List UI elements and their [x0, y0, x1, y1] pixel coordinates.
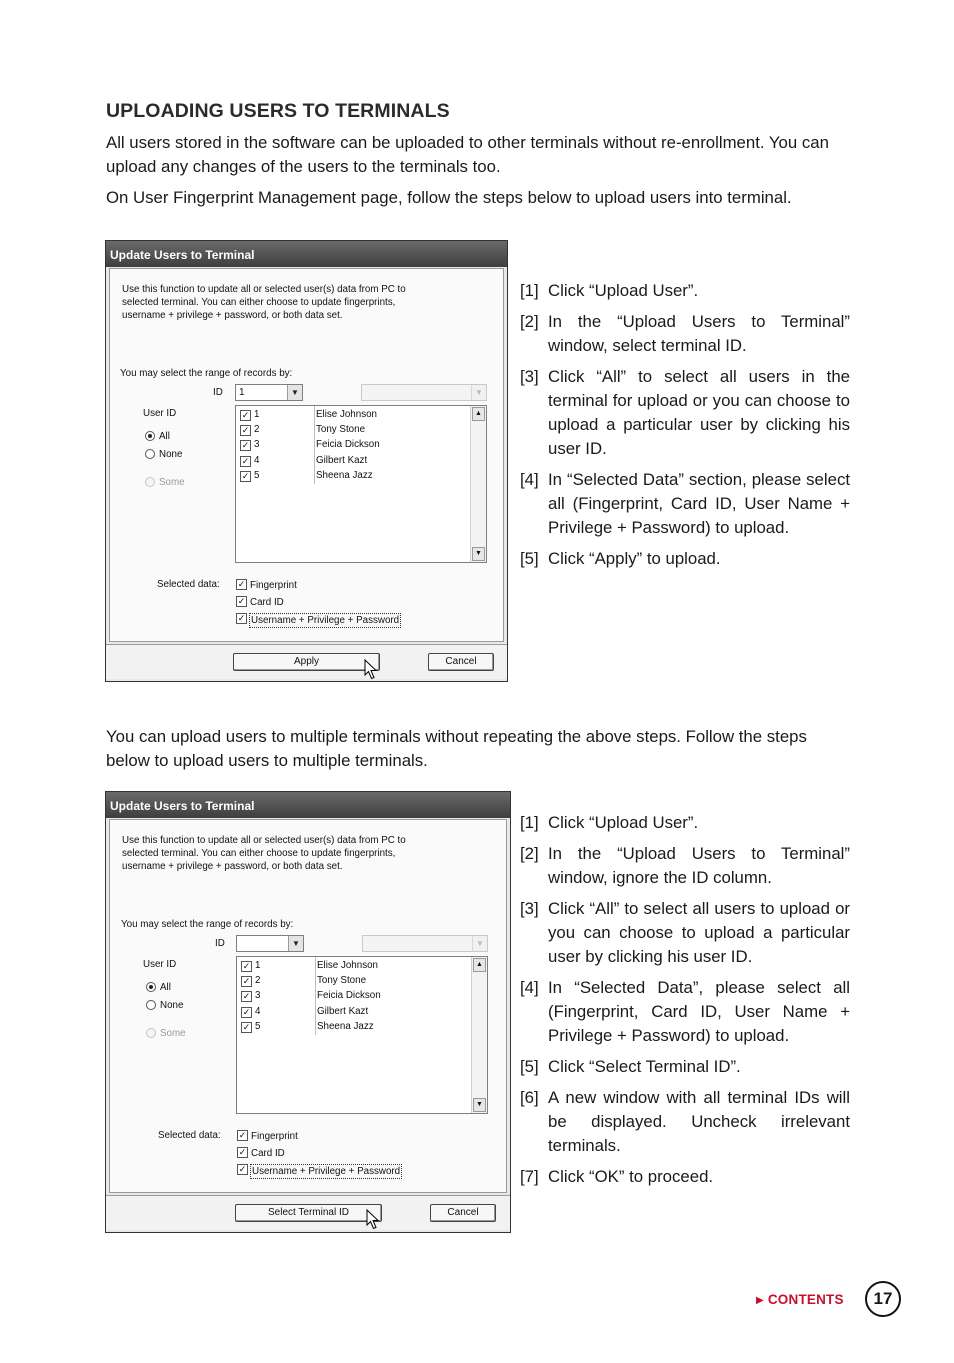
id-label: ID — [215, 938, 225, 949]
user-name-cell: Tony Stone — [317, 975, 367, 986]
dialog-description-line: username + privilege + password, or both data set. — [122, 310, 343, 321]
user-checkbox[interactable]: ✓ — [241, 410, 250, 420]
user-id-cell: 3 — [255, 990, 261, 1001]
list-scrollbar[interactable] — [471, 957, 487, 1113]
list-item: [4] In “Selected Data”, please select all (Fingerprint, Card ID, User Name + Privilege + Password) to upload. — [520, 978, 850, 1045]
dialog-description-line: username + privilege + password, or both data set. — [122, 861, 343, 872]
user-name-cell: Tony Stone — [316, 424, 366, 435]
terminal-id-select[interactable] — [235, 384, 303, 401]
id-label: ID — [213, 387, 223, 398]
range-label: You may select the range of records by: — [120, 368, 293, 379]
card-id-label: Card ID — [250, 597, 284, 608]
terminal-id-select[interactable] — [236, 935, 304, 952]
section-heading: UPLOADING USERS TO TERMINALS — [106, 100, 450, 122]
secondary-select — [361, 384, 487, 401]
scroll-down-icon[interactable]: ▼ — [473, 1098, 486, 1112]
card-id-checkbox[interactable]: ✓ — [237, 596, 246, 606]
dialog-description-line: Use this function to update all or selected user(s) data from PC to — [122, 835, 406, 846]
table-row[interactable] — [236, 454, 468, 469]
fingerprint-label: Fingerprint — [250, 580, 297, 591]
update-users-dialog-2 — [105, 791, 511, 1233]
selected-data-label: Selected data: — [157, 579, 220, 590]
user-checkbox[interactable]: ✓ — [241, 425, 250, 435]
user-id-cell: 5 — [255, 1021, 261, 1032]
table-row[interactable] — [236, 438, 468, 453]
radio-some — [146, 1028, 156, 1038]
user-id-cell: 2 — [255, 975, 261, 986]
list-item: [5] Click “Apply” to upload. — [520, 549, 721, 568]
user-name-cell: Sheena Jazz — [317, 1021, 374, 1032]
card-id-checkbox[interactable]: ✓ — [238, 1147, 247, 1157]
page-number: 17 — [865, 1281, 901, 1317]
radio-none[interactable] — [145, 449, 155, 459]
scroll-up-icon[interactable]: ▲ — [472, 407, 485, 421]
radio-all-label[interactable]: All — [160, 982, 171, 993]
radio-all-label[interactable]: All — [159, 431, 170, 442]
chevron-down-icon: ▼ — [472, 936, 487, 951]
radio-none-label[interactable]: None — [160, 1000, 184, 1011]
user-id-cell: 2 — [254, 424, 260, 435]
intro-paragraph-1: All users stored in the software can be uploaded to other terminals without re-enrollment. You can upload any changes of the users to the terminals too. — [106, 133, 829, 176]
mouse-pointer-icon — [366, 1209, 380, 1231]
steps-list-1 — [520, 279, 850, 578]
scroll-down-icon[interactable]: ▼ — [472, 547, 485, 561]
table-row[interactable] — [237, 959, 469, 974]
scroll-up-icon[interactable]: ▲ — [473, 958, 486, 972]
apply-button[interactable]: Apply — [233, 653, 380, 671]
user-checkbox[interactable]: ✓ — [242, 991, 251, 1001]
cancel-button[interactable]: Cancel — [428, 653, 494, 671]
user-checkbox[interactable]: ✓ — [241, 456, 250, 466]
multi-terminal-paragraph: You can upload users to multiple terminals without repeating the above steps. Follow the steps below to upload users to multiple terminals. — [106, 727, 807, 770]
user-id-label: User ID — [143, 408, 177, 419]
contents-link[interactable] — [756, 1292, 844, 1307]
selected-data-label: Selected data: — [158, 1130, 221, 1141]
user-id-cell: 4 — [255, 1006, 261, 1017]
radio-none[interactable] — [146, 1000, 156, 1010]
dialog-title: Update Users to Terminal — [106, 792, 510, 818]
table-row[interactable] — [236, 469, 468, 484]
radio-all[interactable] — [146, 982, 156, 992]
list-item: [5] Click “Select Terminal ID”. — [520, 1057, 741, 1076]
user-id-cell: 4 — [254, 455, 260, 466]
list-item: [7] Click “OK” to proceed. — [520, 1167, 714, 1186]
dialog-description-line: Use this function to update all or selected user(s) data from PC to — [122, 284, 406, 295]
username-privilege-password-label: Username + Privilege + Password — [251, 615, 400, 626]
fingerprint-checkbox[interactable]: ✓ — [238, 1130, 247, 1140]
fingerprint-checkbox[interactable]: ✓ — [237, 579, 246, 589]
dialog-description-line: selected terminal. You can either choose to update fingerprints, — [122, 848, 396, 859]
dialog-button-bar — [106, 1195, 510, 1230]
dialog-panel — [109, 819, 507, 1193]
list-item: [6] A new window with all terminal IDs will be displayed. Uncheck irrelevant terminals. — [520, 1088, 850, 1155]
radio-some-label: Some — [159, 477, 185, 488]
dialog-description-line: selected terminal. You can either choose to update fingerprints, — [122, 297, 396, 308]
user-checkbox[interactable]: ✓ — [242, 976, 251, 986]
contents-label: CONTENTS — [767, 1292, 844, 1307]
radio-none-label[interactable]: None — [159, 449, 183, 460]
user-name-cell: Sheena Jazz — [316, 470, 373, 481]
user-id-cell: 1 — [255, 960, 261, 971]
chevron-down-icon: ▼ — [471, 385, 486, 400]
user-checkbox[interactable]: ✓ — [242, 961, 251, 971]
list-item: [2] In the “Upload Users to Terminal” window, ignore the ID column. — [520, 844, 850, 887]
fingerprint-label: Fingerprint — [251, 1131, 298, 1142]
user-name-cell: Gilbert Kazt — [317, 1006, 369, 1017]
table-row[interactable] — [236, 423, 468, 438]
dialog-title: Update Users to Terminal — [106, 241, 507, 267]
user-checkbox[interactable]: ✓ — [241, 440, 250, 450]
radio-some-label: Some — [160, 1028, 186, 1039]
user-checkbox[interactable]: ✓ — [242, 1022, 251, 1032]
list-item: [1] Click “Upload User”. — [520, 813, 699, 832]
user-id-cell: 1 — [254, 409, 260, 420]
list-item: [1] Click “Upload User”. — [520, 281, 699, 300]
cancel-button[interactable]: Cancel — [430, 1204, 496, 1222]
dialog-panel — [109, 268, 504, 642]
secondary-select — [362, 935, 488, 952]
user-id-label: User ID — [143, 959, 177, 970]
table-row[interactable] — [237, 974, 469, 989]
select-terminal-id-button[interactable]: Select Terminal ID — [235, 1204, 382, 1222]
range-label: You may select the range of records by: — [121, 919, 294, 930]
user-name-cell: Elise Johnson — [317, 960, 378, 971]
list-scrollbar[interactable] — [470, 406, 486, 562]
table-row[interactable] — [236, 408, 468, 423]
list-item: [3] Click “All” to select all users in the terminal for upload or you can choose to upload a particular user by clicking his user ID. — [520, 367, 850, 458]
user-id-cell: 5 — [254, 470, 260, 481]
user-name-cell: Feicia Dickson — [316, 439, 380, 450]
mouse-pointer-icon — [364, 659, 378, 681]
steps-list-2 — [520, 811, 850, 1196]
username-privilege-password-checkbox[interactable]: ✓ — [237, 613, 246, 623]
user-id-cell: 3 — [254, 439, 260, 450]
user-checkbox[interactable]: ✓ — [242, 1007, 251, 1017]
card-id-label: Card ID — [251, 1148, 285, 1159]
list-item: [3] Click “All” to select all users to upload or you can choose to upload a particular user by clicking his user ID. — [520, 899, 850, 966]
radio-all[interactable] — [145, 431, 155, 441]
terminal-id-value: 1 — [239, 387, 245, 398]
user-list[interactable] — [235, 405, 487, 563]
user-name-cell: Feicia Dickson — [317, 990, 381, 1001]
dialog-button-bar — [106, 644, 507, 679]
user-name-cell: Elise Johnson — [316, 409, 377, 420]
update-users-dialog-1 — [105, 240, 508, 682]
username-privilege-password-label: Username + Privilege + Password — [252, 1166, 401, 1177]
username-privilege-password-checkbox[interactable]: ✓ — [238, 1164, 247, 1174]
table-row[interactable] — [237, 1020, 469, 1035]
intro-paragraph-2: On User Fingerprint Management page, follow the steps below to upload users into terminal. — [106, 188, 792, 207]
chevron-down-icon[interactable]: ▼ — [288, 936, 303, 951]
chevron-down-icon[interactable]: ▼ — [287, 385, 302, 400]
user-name-cell: Gilbert Kazt — [316, 455, 368, 466]
user-list[interactable] — [236, 956, 488, 1114]
user-checkbox[interactable]: ✓ — [241, 471, 250, 481]
radio-some — [145, 477, 155, 487]
table-row[interactable] — [237, 989, 469, 1004]
table-row[interactable] — [237, 1005, 469, 1020]
play-arrow-icon: ▶ — [756, 1295, 764, 1306]
list-item: [2] In the “Upload Users to Terminal” window, select terminal ID. — [520, 312, 850, 355]
list-item: [4] In “Selected Data” section, please select all (Fingerprint, Card ID, User Name + Privilege + Password) to upload. — [520, 470, 850, 537]
